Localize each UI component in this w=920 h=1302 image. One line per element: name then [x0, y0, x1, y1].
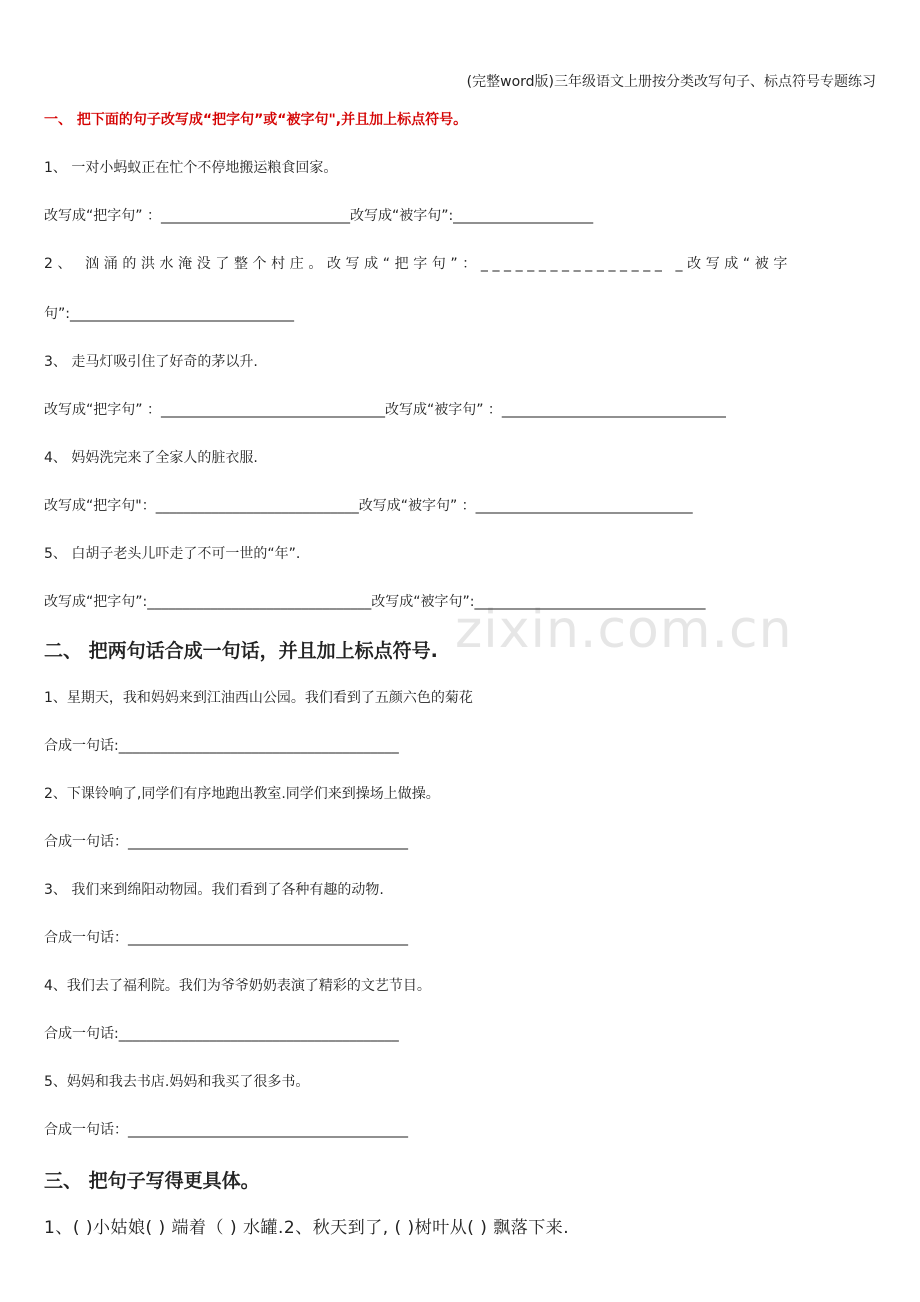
section1-heading: 一、 把下面的句子改写成“把字句”或“被字句",并且加上标点符号。 — [44, 112, 468, 128]
s1-answer-line-3: 改写成“把字句” ：________________________________改写成“被字句” ：________________________________ — [44, 402, 726, 418]
s1-answer-line-4: 改写成“把字句"：_____________________________改写成“被字句” ：_______________________________ — [44, 498, 693, 514]
s2-answer-line-3: 合成一句话：________________________________________ — [44, 930, 408, 946]
s3-exercise-line: 1、( )小姑娘( ) 端着（ ) 水罐.2、秋天到了, ( )树叶从( ) 飘落下来. — [44, 1218, 570, 1238]
section3-heading: 三、 把句子写得更具体。 — [44, 1170, 260, 1192]
s1-answer-line-2: 句”:________________________________ — [44, 306, 294, 322]
section2-heading: 二、 把两句话合成一句话，并且加上标点符号. — [44, 640, 438, 662]
s2-question-1: 1、星期天，我和妈妈来到江油西山公园。我们看到了五颜六色的菊花 — [44, 690, 473, 706]
s2-answer-line-4: 合成一句话:________________________________________ — [44, 1026, 399, 1042]
watermark: zixin.com.cn — [455, 600, 793, 660]
s1-answer-line-1: 改写成“把字句” ：___________________________改写成“被字句”:____________________ — [44, 208, 594, 224]
s1-question-5: 5、 白胡子老头儿吓走了不可一世的“年”. — [44, 546, 301, 562]
s1-question-4: 4、 妈妈洗完来了全家人的脏衣服. — [44, 450, 258, 466]
s2-question-2: 2、下课铃响了,同学们有序地跑出教室.同学们来到操场上做操。 — [44, 786, 440, 802]
s1-question-3: 3、 走马灯吸引住了好奇的茅以升. — [44, 354, 258, 370]
s2-question-4: 4、我们去了福利院。我们为爷爷奶奶表演了精彩的文艺节目。 — [44, 978, 431, 994]
s2-answer-line-5: 合成一句话：________________________________________ — [44, 1122, 408, 1138]
s1-answer-line-5: 改写成“把字句”:________________________________改写成“被字句”:_________________________________ — [44, 594, 706, 610]
s2-question-5: 5、妈妈和我去书店.妈妈和我买了很多书。 — [44, 1074, 310, 1090]
document-title: (完整word版)三年级语文上册按分类改写句子、标点符号专题练习 — [466, 74, 876, 90]
s1-question-1: 1、 一对小蚂蚁正在忙个不停地搬运粮食回家。 — [44, 160, 338, 176]
s2-answer-line-1: 合成一句话:________________________________________ — [44, 738, 399, 754]
s2-question-3: 3、 我们来到绵阳动物园。我们看到了各种有趣的动物. — [44, 882, 384, 898]
s2-answer-line-2: 合成一句话：________________________________________ — [44, 834, 408, 850]
s1-question-2: 2、 汹涌的洪水淹没了整个村庄。改写成“把字句”：________________ _改写成“被字 — [44, 256, 792, 272]
